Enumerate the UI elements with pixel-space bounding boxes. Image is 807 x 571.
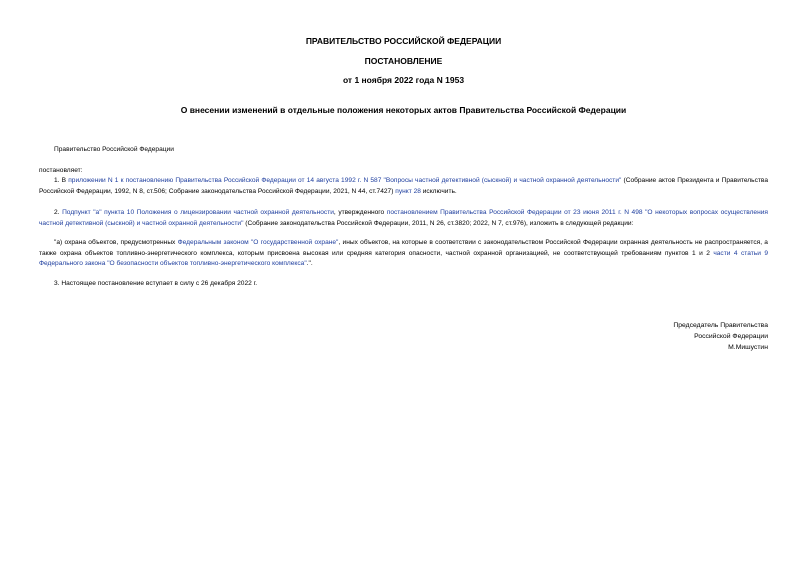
item-2-prefix: 2. (54, 209, 63, 216)
government-heading: ПРАВИТЕЛЬСТВО РОССИЙСКОЙ ФЕДЕРАЦИИ (305, 36, 502, 46)
item-1-paragraph (39, 176, 768, 197)
item-2-paragraph (39, 208, 768, 229)
item-3-paragraph: 3. Настоящее постановление вступает в силу с 26 декабря 2022 г. (54, 280, 258, 287)
item-1-link-point[interactable]: пункт 28 (395, 187, 421, 195)
issuer-line: Правительство Российской Федерации (54, 146, 174, 153)
item-2-link-subpoint[interactable]: Подпункт "а" пункта 10 Положения о лицензировании частной охранной деятельности (62, 209, 334, 216)
item-2-link-resolution[interactable]: постановлением Правительства Российской Федерации от 23 июня 2011 г. N 498 "О некоторых вопросах осуществления частной детективной (сыскной) и частной охранной деятельности" (39, 209, 768, 227)
quote-link-federal-law[interactable]: Федеральным законом "О государственной охране" (177, 239, 339, 246)
quote-prefix: "а) охрана объектов, предусмотренных (54, 239, 178, 246)
item-1-suffix: исключить. (420, 187, 457, 195)
quote-middle: , иных объектов, на которые в соответствии с законодательством Российской Федерации охранная деятельность не распространяется, а также охрана объектов топливно-энергетического комплекса, которым присвоена высокая или средняя категория опасности, частной охранной организацией, не соответствующей требованиям пунктов 1 и 2 (39, 239, 768, 257)
quote-link-energy-law[interactable]: части 4 статьи 9 Федерального закона "О безопасности объектов топливно-энергетического комплекса" (39, 249, 768, 267)
signature-position-line-1: Председатель Правительства (673, 322, 768, 329)
quote-paragraph (39, 238, 768, 270)
item-1-prefix: 1. В (54, 177, 69, 184)
item-2-middle: , утвержденного (333, 209, 387, 216)
item-1-middle: (Собрание актов Президента и Правительства Российской Федерации, 1992, N 8, ст.506; Собрание законодательства Российской Федерации, 2021, N 44, ст.7427) (39, 177, 768, 195)
document-title: О внесении изменений в отдельные положения некоторых актов Правительства Российской Федерации (180, 105, 627, 115)
signature-name: М.Мишустин (728, 344, 768, 351)
decrees-line: постановляет: (39, 167, 83, 174)
date-number-heading: от 1 ноября 2022 года N 1953 (342, 75, 465, 85)
document-type-heading: ПОСТАНОВЛЕНИЕ (364, 56, 443, 66)
quote-suffix: .". (306, 260, 313, 267)
item-1-link-annex[interactable]: приложении N 1 к постановлению Правительства Российской Федерации от 14 августа 1992 г. N 587 "Вопросы частной детективной (сыскной) и частной охранной деятельности" (68, 177, 622, 184)
item-2-suffix: (Собрание законодательства Российской Федерации, 2011, N 26, ст.3820; 2022, N 7, ст.976), изложить в следующей редакции: (243, 219, 634, 227)
signature-position-line-2: Российской Федерации (694, 333, 768, 340)
